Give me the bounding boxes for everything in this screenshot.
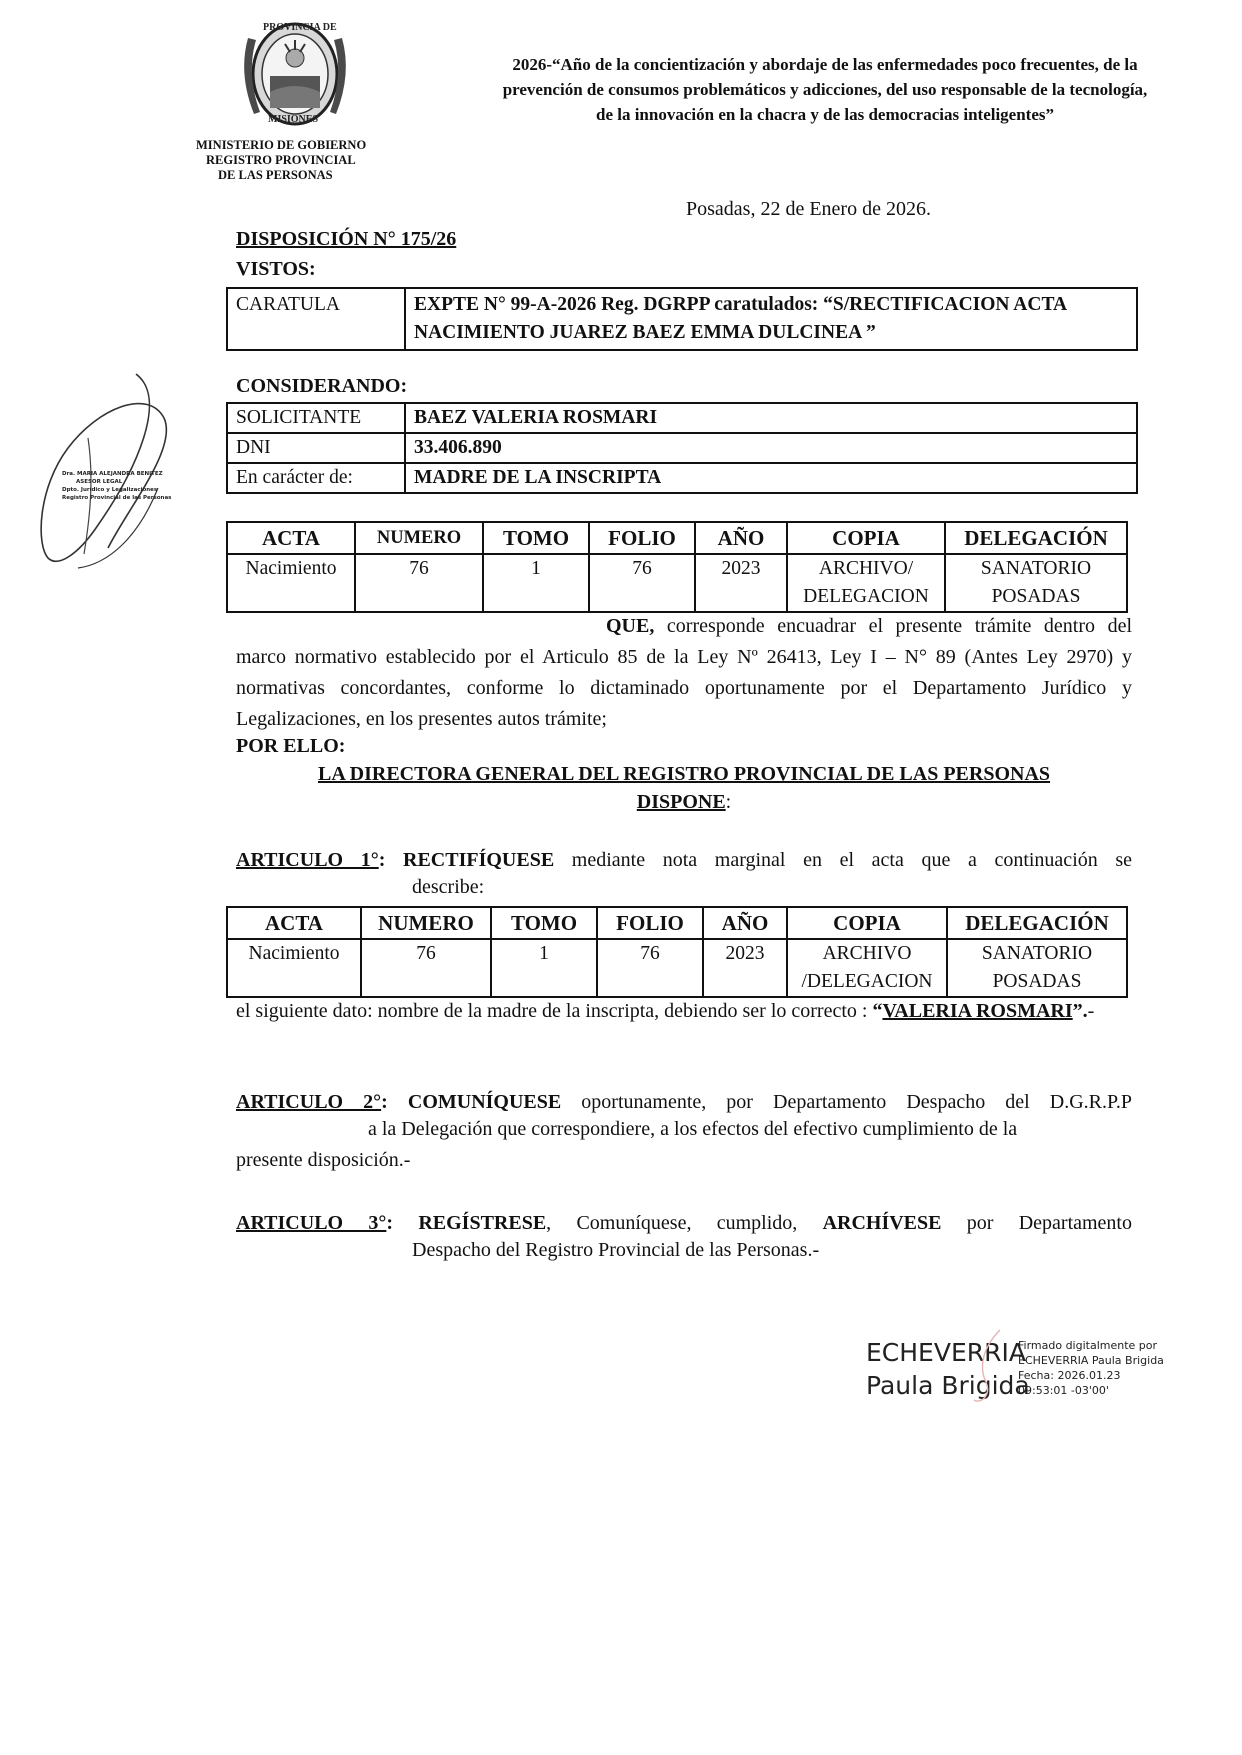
signature-meta-line: Firmado digitalmente por [1018,1339,1158,1352]
acta-table-2 [226,906,1128,998]
que-paragraph [236,611,1132,735]
acta-cell: SANATORIO POSADAS [947,939,1127,997]
authority-line: LA DIRECTORA GENERAL DEL REGISTRO PROVINCIAL DE LAS PERSONAS [317,763,1051,785]
acta-header: FOLIO [597,907,703,939]
por-ello: POR ELLO: [236,735,346,757]
articulo-3-text2: Despacho del Registro Provincial de las Personas.- [412,1239,820,1261]
acta-cell: 2023 [695,554,787,612]
acta-header: NUMERO [355,522,483,554]
dato-tail: - [1087,1000,1095,1022]
articulo-3-line [236,1208,1132,1239]
dato-value: VALERIA ROSMARI [882,1000,1073,1022]
acta-cell: 1 [483,554,589,612]
que-text: corresponde encuadrar el presente trámite dentro del marco normativo establecido por el Articulo 85 de la Ley Nº 26413, Ley I – N° 89 (Antes Ley 2970) y normativas concordantes, conforme lo dictaminado oportunamente por el Departamento Jurídico y Legalizaciones, en los presentes autos trámite; [236,615,1133,730]
motto-line: de la innovación en la chacra y de las democracias inteligentes” [595,105,1055,124]
acta-header: TOMO [491,907,597,939]
seal-text-top: PROVINCIA DE [263,22,337,33]
dato-open-quote: “ [872,1000,883,1022]
signature-meta-line: ECHEVERRIA Paula Brigida [1018,1354,1164,1367]
acta-cell: 76 [361,939,491,997]
acta-table-1 [226,521,1128,613]
considerando-label: CONSIDERANDO: [236,375,408,397]
signature-flourish-icon [966,1326,1016,1406]
articulo-3-colon: : [386,1212,394,1234]
articulo-2-line [236,1087,1132,1118]
solicitante-table [226,402,1138,494]
ministry-line: MINISTERIO DE GOBIERNO [196,138,367,152]
acta-cell: 1 [491,939,597,997]
articulo-2-verb: COMUNÍQUESE [407,1091,562,1113]
stamp-line: ASESOR LEGAL [76,479,123,485]
acta-header: AÑO [695,522,787,554]
caratula-value [405,288,1137,350]
year-motto [470,52,1180,127]
acta-header: COPIA [787,522,945,554]
solicitante-value: BAEZ VALERIA ROSMARI [405,403,1137,433]
que-lead: QUE, [606,615,655,637]
articulo-2-label: ARTICULO 2° [236,1091,382,1113]
caratula-table [226,287,1138,351]
acta-header: AÑO [703,907,787,939]
articulo-1-colon: : [378,849,386,871]
acta-cell: 76 [589,554,695,612]
acta-header: DELEGACIÓN [945,522,1127,554]
acta-header: ACTA [227,907,361,939]
dispone-word: DISPONE [636,791,726,813]
legal-stamp [62,470,171,502]
stamp-line: Dpto. Jurídico y Legalizaciones [62,487,158,493]
acta-cell: Nacimiento [227,939,361,997]
motto-line: prevención de consumos problemáticos y adicciones, del uso responsable de la tecnología, [502,80,1148,99]
articulo-2-text: oportunamente, por Departamento Despacho del D.G.R.P.P [581,1091,1133,1113]
caratula-label: CARATULA [227,288,405,350]
signature-meta-line: Fecha: 2026.01.23 [1018,1369,1121,1382]
signature-metadata [1018,1338,1164,1398]
acta-header: NUMERO [361,907,491,939]
signer-surname: ECHEVERRIA [866,1338,1026,1367]
province-seal [230,18,360,130]
articulo-3-verb: REGÍSTRESE [418,1212,547,1234]
acta-cell: 76 [597,939,703,997]
ministry-heading [196,138,366,183]
disposition-title: DISPOSICIÓN N° 175/26 [236,228,457,250]
solicitante-label: SOLICITANTE [227,403,405,433]
dispone-line [236,791,1132,814]
articulo-1-text: mediante nota marginal en el acta que a continuación se [571,849,1133,871]
acta-header: TOMO [483,522,589,554]
acta-cell: ARCHIVO /DELEGACION [787,939,947,997]
dato-text: el siguiente dato: nombre de la madre de la inscripta, debiendo ser lo correcto : [236,1000,868,1022]
articulo-2-colon: : [381,1091,388,1113]
articulo-3-verb2: ARCHÍVESE [822,1212,942,1234]
signature-meta-line: 09:53:01 -03'00' [1018,1384,1109,1397]
articulo-2-text2: a la Delegación que correspondiere, a los efectos del efectivo cumplimiento de la [368,1118,1018,1140]
articulo-3-text-a: , Comuníquese, cumplido, [546,1212,798,1234]
acta-header: ACTA [227,522,355,554]
acta-cell: 76 [355,554,483,612]
caratula-value-line: NACIMIENTO JUAREZ BAEZ EMMA DULCINEA ” [414,322,876,343]
acta-header: FOLIO [589,522,695,554]
acta-header: COPIA [787,907,947,939]
handwritten-signature [18,368,178,578]
vistos-label: VISTOS: [236,258,316,280]
dato-close: ”. [1072,1000,1088,1022]
articulo-1-label: ARTICULO 1° [236,849,379,871]
caratula-value-line: EXPTE N° 99-A-2026 Reg. DGRPP caratulados: “S/RECTIFICACION ACTA [414,294,1068,315]
acta-cell: Nacimiento [227,554,355,612]
articulo-2-text3: presente disposición.- [236,1149,411,1171]
dispone-colon: : [725,791,732,813]
articulo-1-verb: RECTIFÍQUESE [403,849,555,871]
seal-text-bottom: MISIONES [268,114,319,125]
dato-paragraph [236,996,1132,1027]
acta-cell: ARCHIVO/ DELEGACION [787,554,945,612]
acta-header: DELEGACIÓN [947,907,1127,939]
stamp-line: Dra. MARIA ALEJANDRA BENITEZ [62,471,163,477]
acta-cell: 2023 [703,939,787,997]
acta-cell: SANATORIO POSADAS [945,554,1127,612]
ministry-line: DE LAS PERSONAS [218,168,333,182]
articulo-1-line [236,845,1132,876]
dni-label: DNI [227,433,405,463]
articulo-3-text-b: por Departamento [966,1212,1132,1234]
signer-given-names: Paula Brigida [866,1371,1030,1400]
ministry-line: REGISTRO PROVINCIAL [206,153,356,167]
articulo-3-label: ARTICULO 3° [236,1212,387,1234]
caracter-value: MADRE DE LA INSCRIPTA [405,463,1137,493]
motto-line: 2026-“Año de la concientización y abordaje de las enfermedades poco frecuentes, de la [512,55,1138,74]
date-line: Posadas, 22 de Enero de 2026. [686,198,931,220]
dni-value: 33.406.890 [405,433,1137,463]
articulo-1-text2: describe: [412,876,485,898]
stamp-line: Registro Provincial de las Personas [62,495,172,501]
caracter-label: En carácter de: [227,463,405,493]
